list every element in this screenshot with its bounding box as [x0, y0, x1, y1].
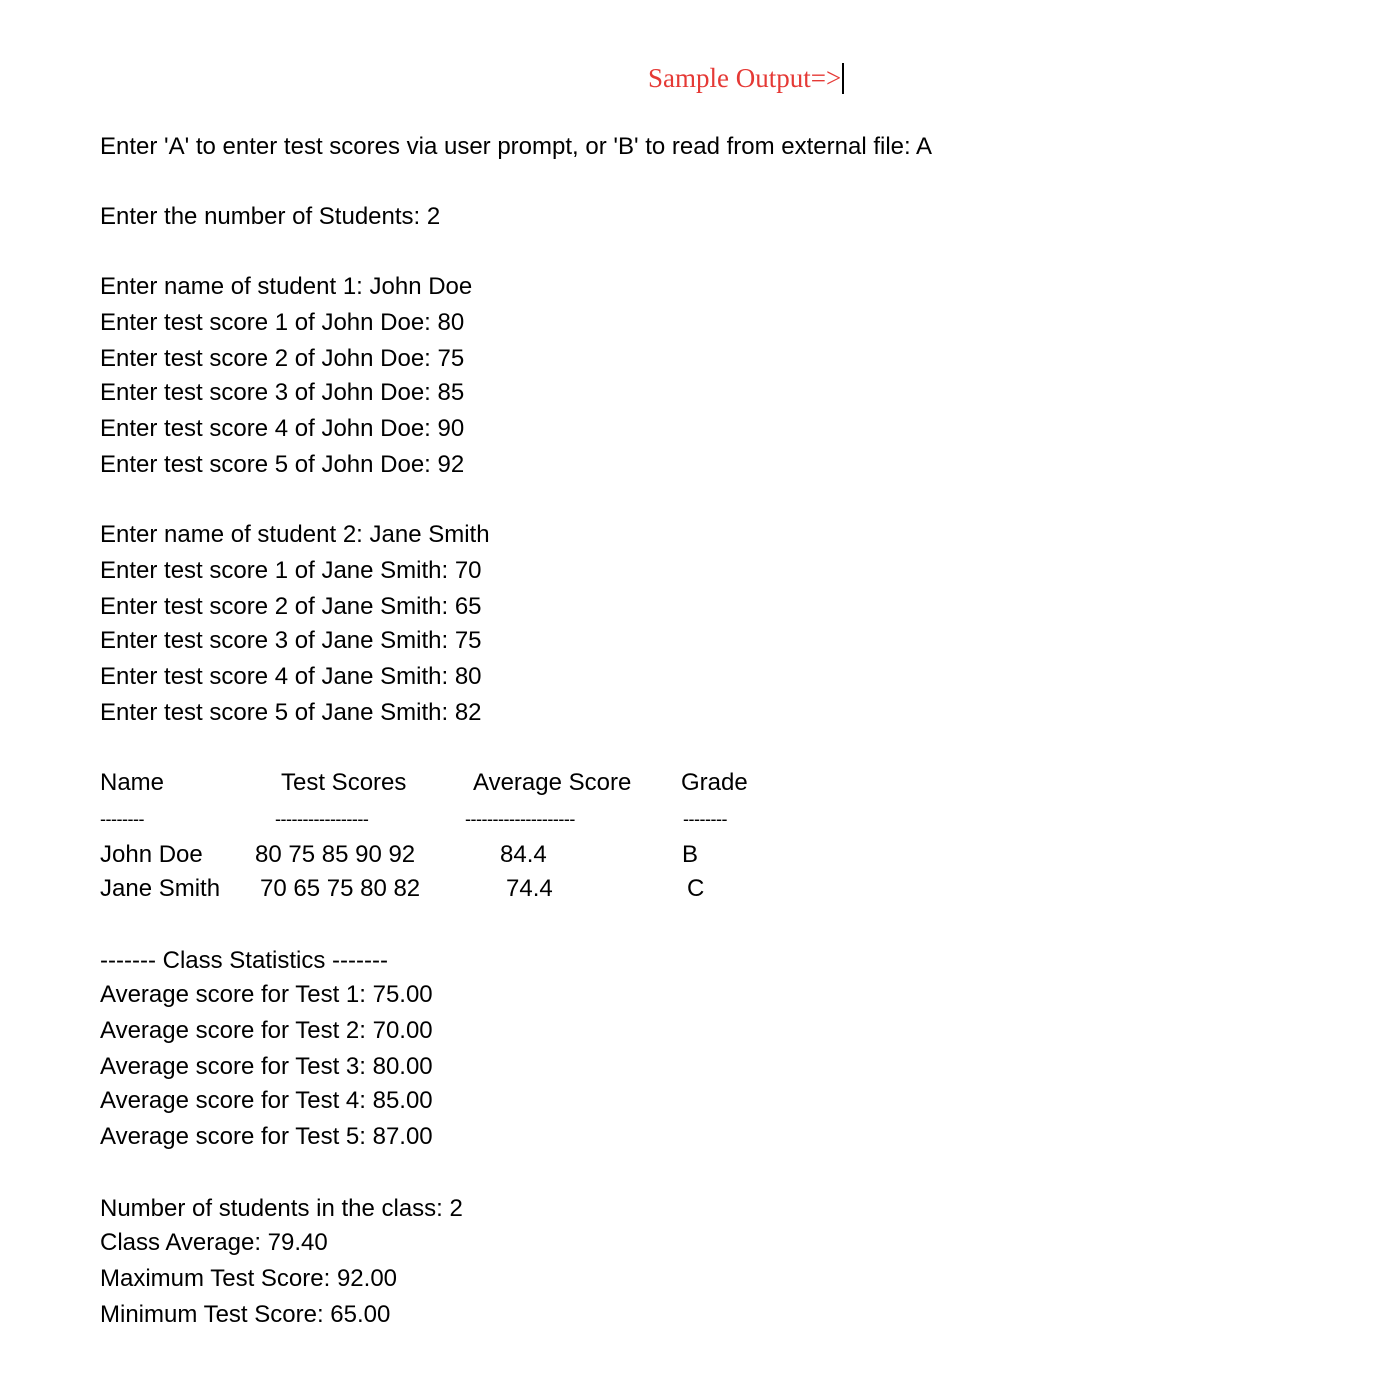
student-2-name-prompt: Enter name of student 2: Jane Smith	[100, 521, 490, 548]
row-1-grade: B	[682, 841, 699, 868]
student-1-score-prompt: Enter test score 3 of John Doe: 85	[100, 379, 465, 406]
mode-prompt: Enter 'A' to enter test scores via user prompt, or 'B' to read from external file: A	[100, 133, 933, 160]
test-average-line: Average score for Test 1: 75.00	[100, 981, 433, 1008]
sample-output-heading	[648, 60, 844, 96]
test-average-line: Average score for Test 5: 87.00	[100, 1123, 433, 1150]
min-score-summary: Minimum Test Score: 65.00	[100, 1301, 391, 1328]
class-statistics-title: ------- Class Statistics -------	[100, 947, 388, 974]
student-2-score-prompt: Enter test score 1 of Jane Smith: 70	[100, 557, 482, 584]
row-2-average: 74.4	[506, 875, 553, 902]
separator-grade: --------	[683, 809, 727, 829]
student-2-score-prompt: Enter test score 2 of Jane Smith: 65	[100, 593, 482, 620]
student-1-score-prompt: Enter test score 2 of John Doe: 75	[100, 345, 465, 372]
student-2-score-prompt: Enter test score 4 of Jane Smith: 80	[100, 663, 482, 690]
test-average-line: Average score for Test 4: 85.00	[100, 1087, 433, 1114]
row-2-grade: C	[687, 875, 705, 902]
row-1-name: John Doe	[100, 841, 203, 868]
student-2-score-prompt: Enter test score 3 of Jane Smith: 75	[100, 627, 482, 654]
student-2-score-prompt: Enter test score 5 of Jane Smith: 82	[100, 699, 482, 726]
student-count-prompt: Enter the number of Students: 2	[100, 203, 441, 230]
row-2-scores: 70 65 75 80 82	[260, 875, 421, 902]
row-2-name: Jane Smith	[100, 875, 221, 902]
row-1-average: 84.4	[500, 841, 547, 868]
header-test-scores: Test Scores	[281, 769, 407, 796]
student-count-summary: Number of students in the class: 2	[100, 1195, 463, 1222]
student-1-name-prompt: Enter name of student 1: John Doe	[100, 273, 473, 300]
test-average-line: Average score for Test 2: 70.00	[100, 1017, 433, 1044]
separator-name: --------	[100, 809, 144, 829]
header-name: Name	[100, 769, 165, 796]
student-1-score-prompt: Enter test score 1 of John Doe: 80	[100, 309, 465, 336]
student-1-score-prompt: Enter test score 4 of John Doe: 90	[100, 415, 465, 442]
heading-text: Sample Output=>	[648, 63, 842, 93]
student-1-score-prompt: Enter test score 5 of John Doe: 92	[100, 451, 465, 478]
header-average-score: Average Score	[473, 769, 632, 796]
max-score-summary: Maximum Test Score: 92.00	[100, 1265, 398, 1292]
separator-test-scores: -----------------	[275, 809, 369, 829]
header-grade: Grade	[681, 769, 748, 796]
text-cursor	[842, 63, 844, 94]
separator-average-score: --------------------	[465, 809, 575, 829]
class-average-summary: Class Average: 79.40	[100, 1229, 328, 1256]
test-average-line: Average score for Test 3: 80.00	[100, 1053, 433, 1080]
row-1-scores: 80 75 85 90 92	[255, 841, 416, 868]
